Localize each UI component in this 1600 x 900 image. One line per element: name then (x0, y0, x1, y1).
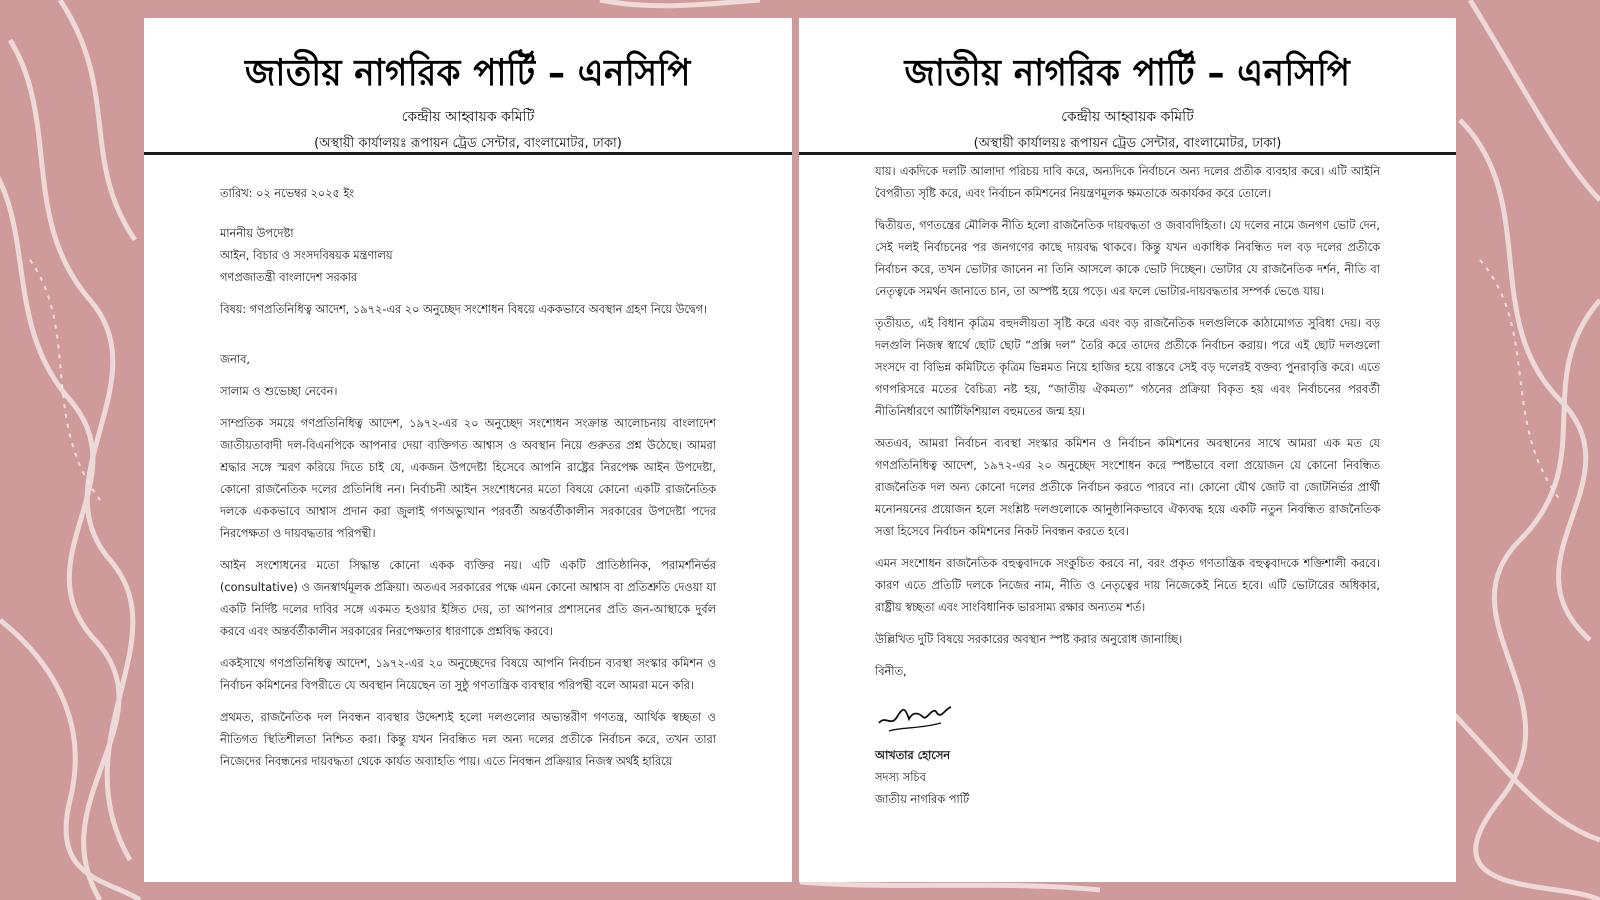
letter-greeting: সালাম ও শুভেচ্ছা নেবেন। (220, 385, 338, 398)
office-address: (অস্থায়ী কার্যালয়ঃ রূপায়ন ট্রেড সেন্টার, বাংলামোটর, ঢাকা) (314, 136, 622, 151)
signer-title: সদস্য সচিব (875, 771, 926, 784)
committee-name: কেন্দ্রীয় আহ্বায়ক কমিটি (1061, 109, 1194, 125)
party-name-heading: জাতীয় নাগরিক পার্টি – এনসিপি (904, 51, 1351, 95)
letterhead (799, 18, 1456, 152)
letter-body-page-2 (799, 155, 1456, 811)
body-paragraph: আইন সংশোধনের মতো সিদ্ধান্ত কোনো একক ব্যক্তির নয়। এটি একটি প্রাতিষ্ঠানিক, পরামর্শনির্ভর (consultative) ও জনস্বার্থমূলক প্রক্রিয়া। অতএব সরকারের পক্ষে এমন কোনো আশ্বাস বা প্রতিশ্রুতি দেওয়া যা একটি নির্দিষ্ট দলের দাবির সঙ্গে একমত হওয়ার ইঙ্গিত দেয়, তা আপনার প্রশাসনের প্রতি জন-আস্থাকে দুর্বল করবে এবং অন্তর্বর্তীকালীন সরকারের নিরপেক্ষতার ধারণাকে প্রশ্নবিদ্ধ করবে। (220, 559, 716, 638)
body-paragraph: সাম্প্রতিক সময়ে গণপ্রতিনিধিত্ব আদেশ, ১৯৭২-এর ২০ অনুচ্ছেদ সংশোধন সংক্রান্ত আলোচনায় বাংলাদেশ জাতীয়তাবাদী দল-বিএনপিকে আপনার দেয়া ব্যক্তিগত আশ্বাস ও অবস্থান নিয়ে গুরুতর প্রশ্ন উঠেছে। আমরা শ্রদ্ধার সঙ্গে স্মরণ করিয়ে দিতে চাই যে, একজন উপদেষ্টা হিসেবে আপনি রাষ্ট্রের নিরপেক্ষ আইন উপদেষ্টা, কোনো রাজনৈতিক দলের প্রতিনিধি নন। নির্বাচনী আইন সংশোধনের মতো বিষয়ে কোনো একটি রাজনৈতিক দলকে এককভাবে আশ্বাস প্রদান করা জুলাই গণঅভ্যুত্থান পরবর্তী অন্তর্বর্তীকালীন সরকারের উপদেষ্টা পদের নিরপেক্ষতা ও দায়বদ্ধতার পরিপন্থী। (220, 417, 716, 540)
handwritten-signature (875, 693, 955, 737)
body-paragraph: একইসাথে গণপ্রতিনিধিত্ব আদেশ, ১৯৭২-এর ২০ অনুচ্ছেদের বিষয়ে আপনি নির্বাচন ব্যবস্থা সংস্কার কমিশন ও নির্বাচন কমিশনের বিপরীতে যে অবস্থান নিয়েছেন তা সুষ্ঠু গণতান্ত্রিক ব্যবস্থার পরিপন্থী বলে আমরা মনে করি। (220, 657, 716, 692)
recipient-line: আইন, বিচার ও সংসদবিষয়ক মন্ত্রণালয় (220, 249, 393, 262)
recipient-line: মাননীয় উপদেষ্টা (220, 227, 294, 240)
letter-body-page-1 (144, 155, 792, 773)
letter-closing: বিনীত, (875, 665, 907, 678)
letter-subject: বিষয়: গণপ্রতিনিধিত্ব আদেশ, ১৯৭২-এর ২০ অনুচ্ছেদ সংশোধন বিষয়ে এককভাবে অবস্থান গ্রহণ নিয়ে উদ্বেগ। (220, 303, 708, 316)
body-paragraph: অতএব, আমরা নির্বাচন ব্যবস্থা সংস্কার কমিশন ও নির্বাচন কমিশনের অবস্থানের সাথে আমরা এক মত যে গণপ্রতিনিধিত্ব আদেশ, ১৯৭২-এর ২০ অনুচ্ছেদ সংশোধন করে স্পষ্টভাবে বলা প্রয়োজন যে কোনো নিবন্ধিত রাজনৈতিক দল অন্য কোনো দলের প্রতীকে নির্বাচন করতে পারবে না। কোনো যৌথ জোট বা জোটনির্ভর প্রার্থী মনোনয়নের প্রয়োজন হলে সংশ্লিষ্ট দলগুলোকে আনুষ্ঠানিকভাবে ঐক্যবদ্ধ হয়ে একটি নতুন নিবন্ধিত রাজনৈতিক সত্তা হিসেবে নির্বাচন কমিশনের নিকট নিবন্ধন করতে হবে। (875, 437, 1380, 538)
body-paragraph: এমন সংশোধন রাজনৈতিক বহুত্ববাদকে সংকুচিত করবে না, বরং প্রকৃত গণতান্ত্রিক বহুত্ববাদকে শক্তিশালী করবে। কারণ এতে প্রতিটি দলকে নিজের নাম, নীতি ও নেতৃত্বের দায় নিজেকেই নিতে হবে। এটি ভোটারের অধিকার, রাষ্ট্রীয় স্বচ্ছতা এবং সাংবিধানিক ভারসাম্য রক্ষার অন্যতম শর্ত। (875, 557, 1380, 614)
letter-page-2 (799, 18, 1456, 882)
office-address: (অস্থায়ী কার্যালয়ঃ রূপায়ন ট্রেড সেন্টার, বাংলামোটর, ঢাকা) (973, 136, 1282, 151)
body-paragraph: উল্লিখিত দুটি বিষয়ে সরকারের অবস্থান স্পষ্ট করার অনুরোধ জানাচ্ছি। (875, 633, 1183, 646)
body-paragraph: দ্বিতীয়ত, গণতন্ত্রের মৌলিক নীতি হলো রাজনৈতিক দায়বদ্ধতা ও জবাবদিহিতা। যে দলের নামে জনগণ ভোট দেন, সেই দলই নির্বাচনের পর জনগণের কাছে দায়বদ্ধ থাকবে। কিন্তু যখন একাধিক নিবন্ধিত দল বড় দলের প্রতীকে নির্বাচন করে, তখন ভোটার জানেন না তিনি আসলে কাকে ভোট দিচ্ছেন। ভোটার যে রাজনৈতিক দর্শন, নীতি বা নেতৃত্বকে সমর্থন জানাতে চান, তা অস্পষ্ট হয়ে পড়ে। এর ফলে ভোটার-দায়বদ্ধতার সম্পর্ক ভেঙে যায়। (875, 219, 1380, 298)
body-paragraph: প্রথমত, রাজনৈতিক দল নিবন্ধন ব্যবস্থার উদ্দেশ্যই হলো দলগুলোর অভ্যন্তরীণ গণতন্ত্র, আর্থিক স্বচ্ছতা ও নীতিগত স্থিতিশীলতা নিশ্চিত করা। কিন্তু যখন নিবন্ধিত দল অন্য দলের প্রতীকে নির্বাচন করে, তখন তারা নিজেদের নিবন্ধনের দায়বদ্ধতা থেকে কার্যত অব্যাহতি পায়। এতে নিবন্ধন প্রক্রিয়ার নিজস্ব অর্থই হারিয়ে (220, 711, 716, 768)
party-name-heading: জাতীয় নাগরিক পার্টি – এনসিপি (245, 51, 691, 95)
recipient-line: গণপ্রজাতন্ত্রী বাংলাদেশ সরকার (220, 271, 358, 284)
signer-name: আখতার হোসেন (875, 749, 951, 762)
letterhead (144, 18, 792, 152)
committee-name: কেন্দ্রীয় আহ্বায়ক কমিটি (401, 109, 535, 125)
body-paragraph: যায়। একদিকে দলটি আলাদা পরিচয় দাবি করে, অন্যদিকে নির্বাচনে অন্য দলের প্রতীক ব্যবহার করে। এটি আইনি বৈপরীত্য সৃষ্টি করে, এবং নির্বাচন কমিশনের নিয়ন্ত্রণমূলক ক্ষমতাকে অকার্যকর করে তোলে। (875, 165, 1380, 200)
signer-organization: জাতীয় নাগরিক পার্টি (875, 793, 970, 806)
letter-page-1 (144, 18, 792, 882)
letter-date: তারিখ: ০২ নভেম্বর ২০২৫ ইং (220, 187, 355, 200)
body-paragraph: তৃতীয়ত, এই বিধান কৃত্রিম বহুদলীয়তা সৃষ্টি করে এবং বড় রাজনৈতিক দলগুলিকে কাঠামোগত সুবিধা দেয়। বড় দলগুলি নিজস্ব স্বার্থে ছোট ছোট “প্রক্সি দল” তৈরি করে তাদের প্রতীকে নির্বাচন করায়। পরে এই ছোট দলগুলো সংসদে বা বিভিন্ন কমিটিতে কৃত্রিম ভিন্নমত নিয়ে হাজির হয়ে বাস্তবে সেই বড় দলেরই বক্তব্য পুনরাবৃত্তি করে। এতে গণপরিসরে মতের বৈচিত্র্য নষ্ট হয়, “জাতীয় ঐকমত্য” গঠনের প্রক্রিয়া বিকৃত হয় এবং নির্বাচনের পরবর্তী নীতিনির্ধারণে আর্টিফিশিয়াল বহুমতের জন্ম হয়। (875, 317, 1380, 418)
letter-salutation: জনাব, (220, 353, 251, 366)
